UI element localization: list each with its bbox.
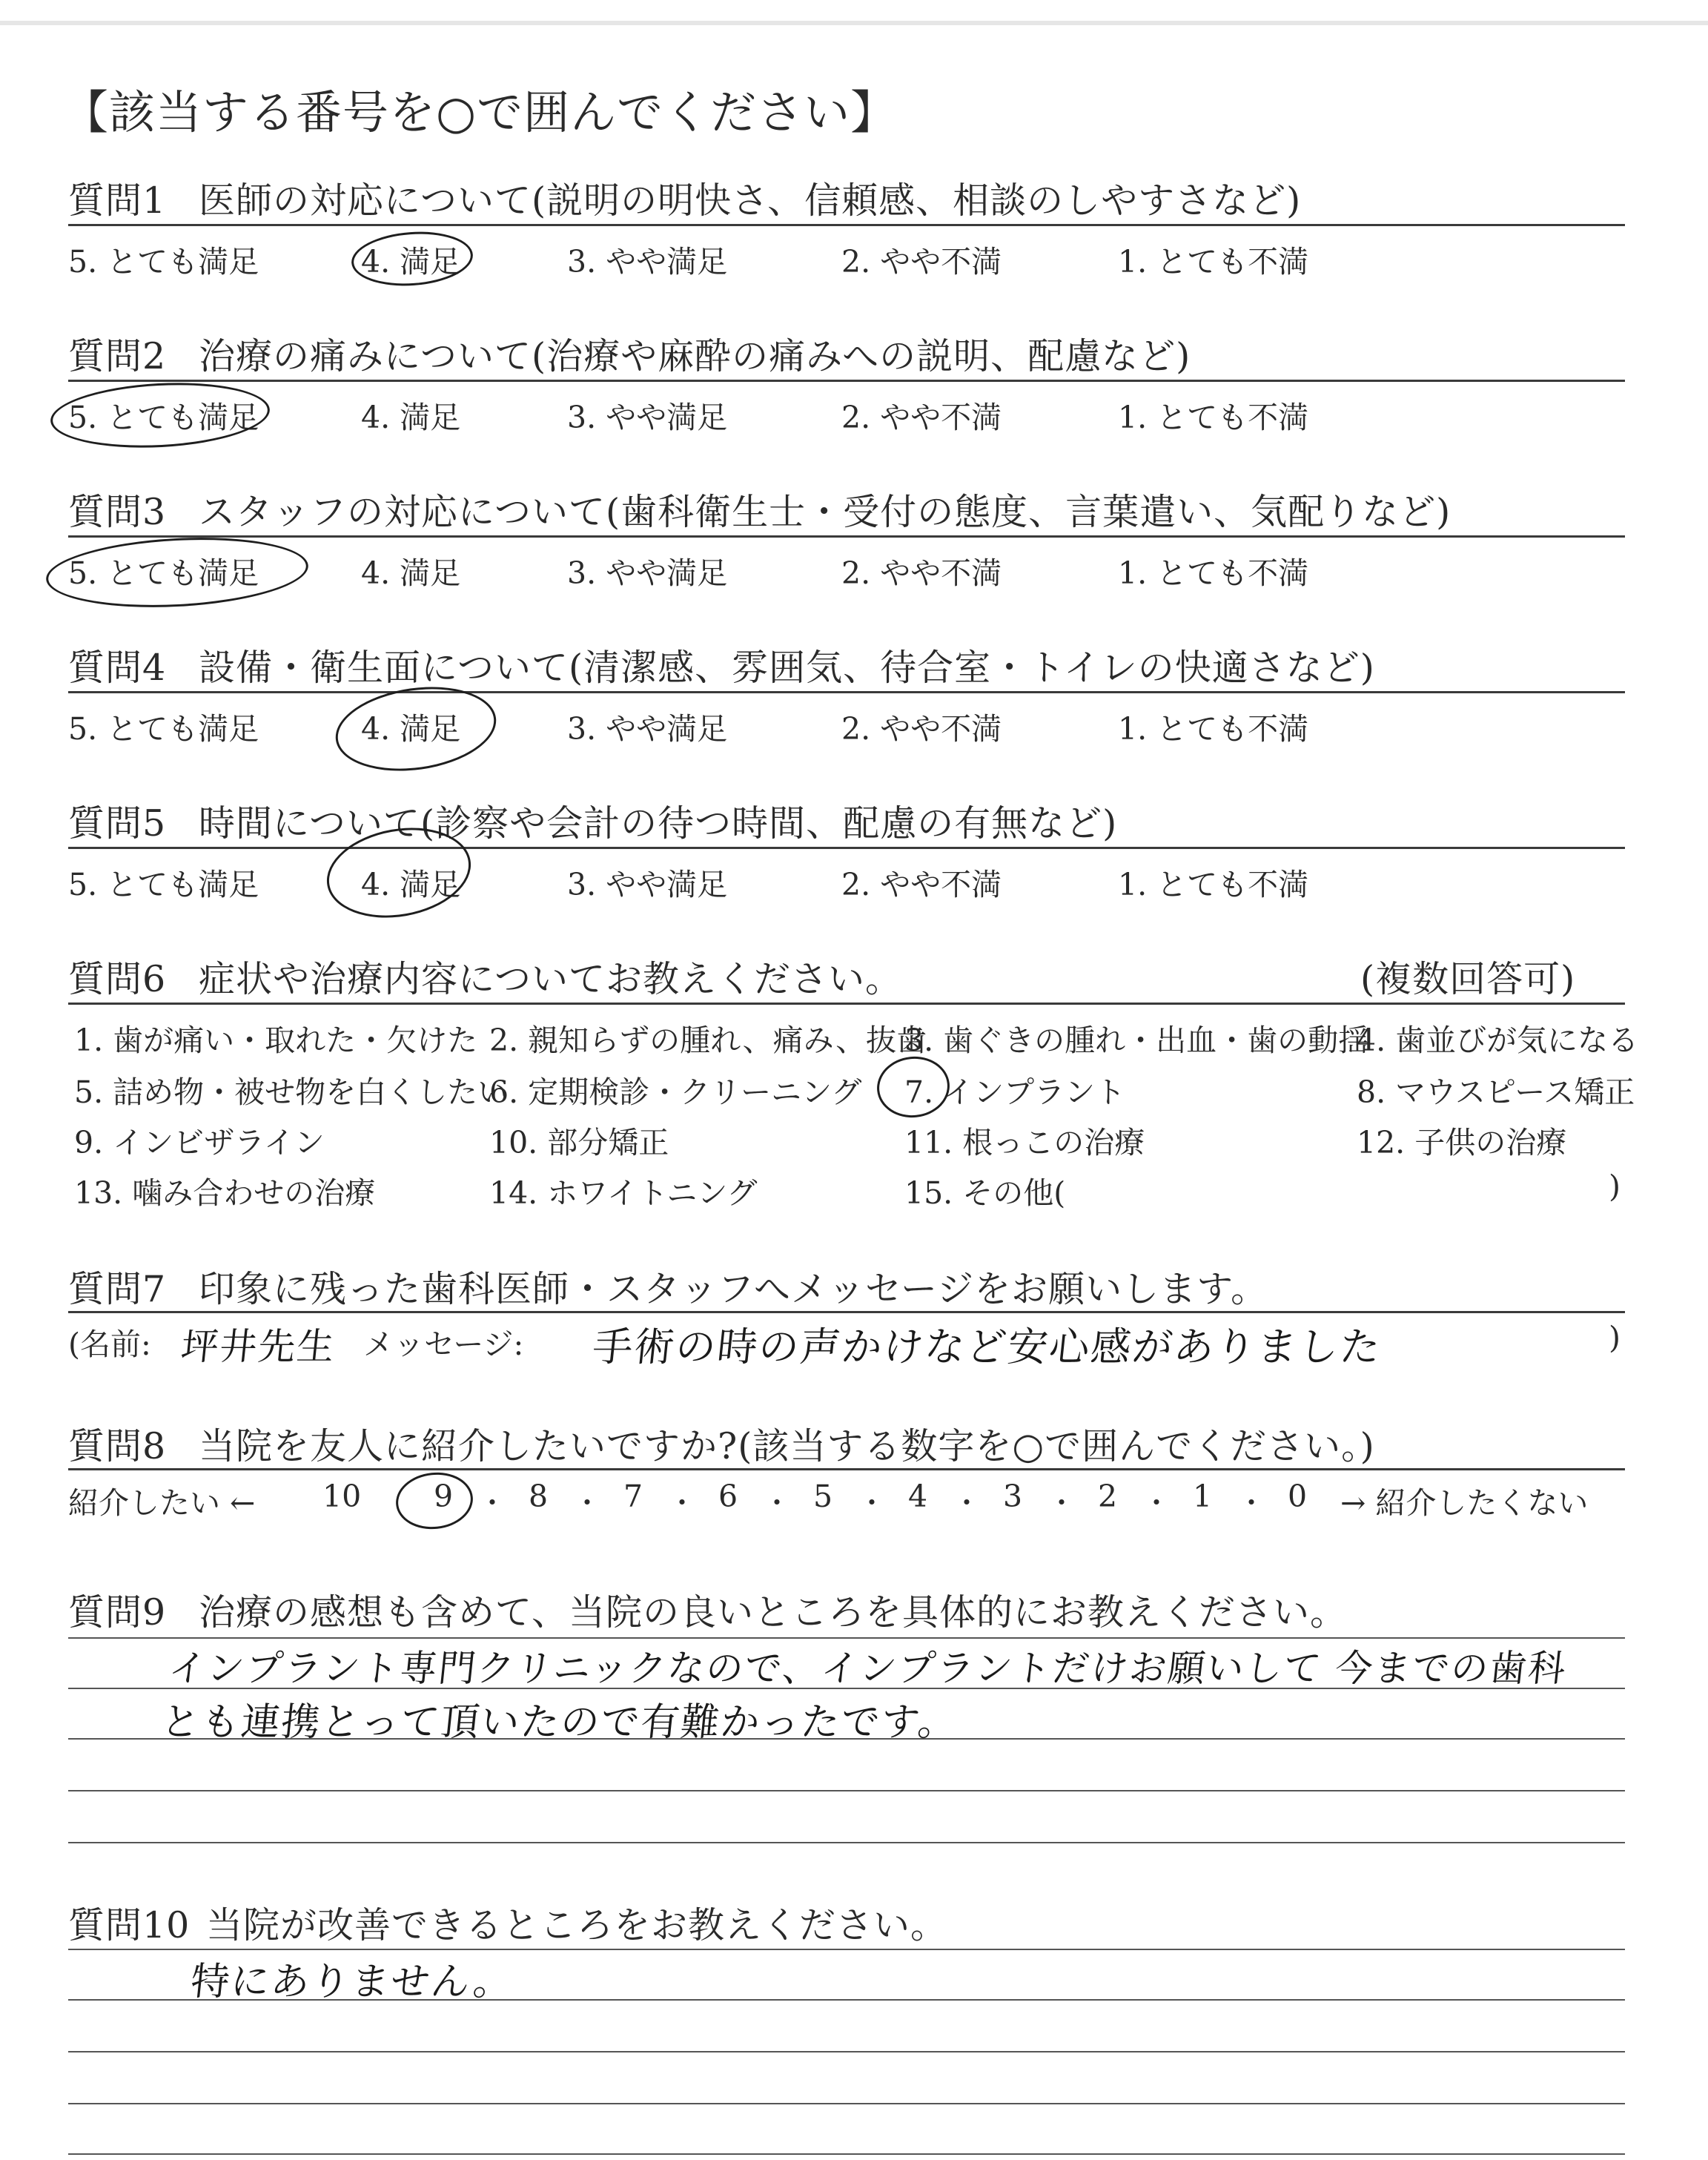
q6-option-10[interactable]: 10. 部分矯正 xyxy=(489,1125,669,1160)
q6-option-4[interactable]: 4. 歯並びが気になる xyxy=(1357,1023,1639,1058)
q6-option-9[interactable]: 9. インビザライン xyxy=(74,1125,325,1160)
q5-option-2[interactable]: 2. やや不満 xyxy=(841,867,1002,902)
q8-sep: ・ xyxy=(573,1487,602,1519)
q4-option-3[interactable]: 3. やや満足 xyxy=(567,711,728,747)
q2-title: 治療の痛みについて(治療や麻酔の痛みへの説明、配慮など) xyxy=(199,335,1191,377)
q8-scale-6[interactable]: 6 xyxy=(718,1479,738,1514)
q8-sep: ・ xyxy=(1142,1487,1171,1519)
q8-scale-9[interactable]: 9 xyxy=(434,1479,454,1514)
q8-scale-0[interactable]: 0 xyxy=(1288,1479,1308,1514)
q3-label: 質問3 xyxy=(68,491,167,533)
q6-option-6[interactable]: 6. 定期検診・クリーニング xyxy=(489,1074,862,1110)
q6-option-12[interactable]: 12. 子供の治療 xyxy=(1357,1125,1567,1160)
q8-scale-1[interactable]: 1 xyxy=(1193,1479,1213,1514)
q3-option-3[interactable]: 3. やや満足 xyxy=(567,555,728,591)
q2-label: 質問2 xyxy=(68,335,167,377)
q7-label: 質問7 xyxy=(68,1268,167,1310)
q9-answer-line-2[interactable]: とも連携とって頂いたので有難かったです。 xyxy=(159,1700,961,1745)
q6-option-15-close: ) xyxy=(1609,1169,1621,1204)
q5-option-1[interactable]: 1. とても不満 xyxy=(1118,867,1309,902)
q3-rule xyxy=(68,535,1625,538)
q2-option-2[interactable]: 2. やや不満 xyxy=(841,400,1002,435)
q9-line xyxy=(68,1790,1625,1791)
q4-rule xyxy=(68,691,1625,693)
q9-title: 治療の感想も含めて、当院の良いところを具体的にお教えください。 xyxy=(199,1591,1348,1634)
q10-answer-line-1[interactable]: 特にありません。 xyxy=(188,1960,516,2004)
q8-sep: ・ xyxy=(1237,1487,1266,1519)
q9-label: 質問9 xyxy=(68,1591,167,1634)
q5-option-3[interactable]: 3. やや満足 xyxy=(567,867,728,902)
q7-close-paren: ) xyxy=(1609,1320,1621,1355)
q8-scale-5[interactable]: 5 xyxy=(813,1479,833,1514)
q7-name-label: (名前: xyxy=(68,1327,151,1362)
q2-option-5[interactable]: 5. とても満足 xyxy=(68,400,259,435)
q8-scale-7[interactable]: 7 xyxy=(623,1479,643,1514)
q5-rule xyxy=(68,847,1625,849)
q8-sep: ・ xyxy=(1047,1487,1076,1519)
q5-option-4[interactable]: 4. 満足 xyxy=(361,867,461,902)
q2-option-3[interactable]: 3. やや満足 xyxy=(567,400,728,435)
q8-scale-10[interactable]: 10 xyxy=(322,1479,362,1514)
q3-selection-circle xyxy=(44,532,310,613)
q3-option-4[interactable]: 4. 満足 xyxy=(361,555,461,591)
q1-option-2[interactable]: 2. やや不満 xyxy=(841,244,1002,280)
q10-line xyxy=(68,2153,1625,2155)
q6-option-2[interactable]: 2. 親知らずの腫れ、痛み、抜歯 xyxy=(489,1023,927,1058)
q8-rule xyxy=(68,1468,1625,1470)
q6-option-8[interactable]: 8. マウスピース矯正 xyxy=(1357,1074,1635,1110)
q8-scale-3[interactable]: 3 xyxy=(1003,1479,1023,1514)
q6-option-14[interactable]: 14. ホワイトニング xyxy=(489,1175,758,1211)
q6-option-7[interactable]: 7. インプラント xyxy=(904,1074,1126,1110)
q3-title: スタッフの対応について(歯科衛生士・受付の態度、言葉遣い、気配りなど) xyxy=(199,491,1452,533)
q8-sep: ・ xyxy=(478,1487,507,1519)
q4-option-4[interactable]: 4. 満足 xyxy=(361,711,461,747)
q8-label: 質問8 xyxy=(68,1425,167,1467)
q7-name-value[interactable]: 坪井先生 xyxy=(179,1325,338,1368)
q6-option-15[interactable]: 15. その他( xyxy=(904,1175,1066,1211)
q8-scale-8[interactable]: 8 xyxy=(529,1479,549,1514)
q1-option-3[interactable]: 3. やや満足 xyxy=(567,244,728,280)
q10-line xyxy=(68,2051,1625,2052)
q7-rule xyxy=(68,1311,1625,1313)
q10-line xyxy=(68,2103,1625,2104)
q2-option-1[interactable]: 1. とても不満 xyxy=(1118,400,1309,435)
q6-label: 質問6 xyxy=(68,958,167,1000)
q6-title: 症状や治療内容についてお教えください。 xyxy=(199,958,903,1000)
top-edge xyxy=(0,21,1708,25)
q1-title: 医師の対応について(説明の明快さ、信頼感、相談のしやすさなど) xyxy=(199,179,1302,222)
q1-option-1[interactable]: 1. とても不満 xyxy=(1118,244,1309,280)
q4-option-5[interactable]: 5. とても満足 xyxy=(68,711,259,747)
q7-title: 印象に残った歯科医師・スタッフへメッセージをお願いします。 xyxy=(199,1268,1268,1310)
q6-note: (複数回答可) xyxy=(1360,958,1576,1000)
q8-scale-2[interactable]: 2 xyxy=(1098,1479,1118,1514)
q9-answer-line-1[interactable]: インプラント専門クリニックなので、インプラントだけお願いして 今までの歯科 xyxy=(166,1647,1569,1690)
q6-option-3[interactable]: 3. 歯ぐきの腫れ・出血・歯の動揺 xyxy=(904,1023,1369,1058)
q4-option-2[interactable]: 2. やや不満 xyxy=(841,711,1002,747)
q6-option-5[interactable]: 5. 詰め物・被せ物を白くしたい xyxy=(74,1074,509,1110)
q8-right-label: → 紹介したくない xyxy=(1340,1485,1589,1521)
q5-label: 質問5 xyxy=(68,802,167,845)
q8-sep: ・ xyxy=(858,1487,887,1519)
q3-option-5[interactable]: 5. とても満足 xyxy=(68,555,259,591)
q8-selection-circle xyxy=(393,1469,475,1533)
q6-option-13[interactable]: 13. 噛み合わせの治療 xyxy=(74,1175,376,1211)
q9-line xyxy=(68,1842,1625,1843)
q5-title: 時間について(診察や会計の待つ時間、配慮の有無など) xyxy=(199,802,1118,845)
q8-sep: ・ xyxy=(763,1487,792,1519)
q8-left-label: 紹介したい ← xyxy=(68,1485,256,1521)
q2-selection-circle xyxy=(49,377,271,452)
q1-option-5[interactable]: 5. とても満足 xyxy=(68,244,259,280)
q1-label: 質問1 xyxy=(68,179,167,222)
q7-message-label: メッセージ: xyxy=(363,1327,524,1362)
q10-title: 当院が改善できるところをお教えください。 xyxy=(206,1904,948,1946)
q7-message-value[interactable]: 手術の時の声かけなど安心感がありました xyxy=(590,1324,1384,1370)
q3-option-2[interactable]: 2. やや不満 xyxy=(841,555,1002,591)
q4-title: 設備・衛生面について(清潔感、雰囲気、待合室・トイレの快適さなど) xyxy=(199,647,1375,689)
form-heading: 【該当する番号を○で囲んでください】 xyxy=(62,85,898,139)
q4-label: 質問4 xyxy=(68,647,167,689)
q2-option-4[interactable]: 4. 満足 xyxy=(361,400,461,435)
q4-option-1[interactable]: 1. とても不満 xyxy=(1118,711,1309,747)
q2-rule xyxy=(68,380,1625,382)
q1-rule xyxy=(68,224,1625,226)
q6-option-1[interactable]: 1. 歯が痛い・取れた・欠けた xyxy=(74,1023,478,1058)
q8-title: 当院を友人に紹介したいですか?(該当する数字を○で囲んでください。) xyxy=(199,1425,1375,1467)
q6-option-11[interactable]: 11. 根っこの治療 xyxy=(904,1125,1145,1160)
q5-option-5[interactable]: 5. とても満足 xyxy=(68,867,259,902)
q1-option-4[interactable]: 4. 満足 xyxy=(361,244,461,280)
q8-scale-4[interactable]: 4 xyxy=(908,1479,928,1514)
q8-sep: ・ xyxy=(668,1487,697,1519)
q10-label: 質問10 xyxy=(68,1904,191,1946)
q8-sep: ・ xyxy=(953,1487,982,1519)
q3-option-1[interactable]: 1. とても不満 xyxy=(1118,555,1309,591)
q6-rule xyxy=(68,1003,1625,1005)
